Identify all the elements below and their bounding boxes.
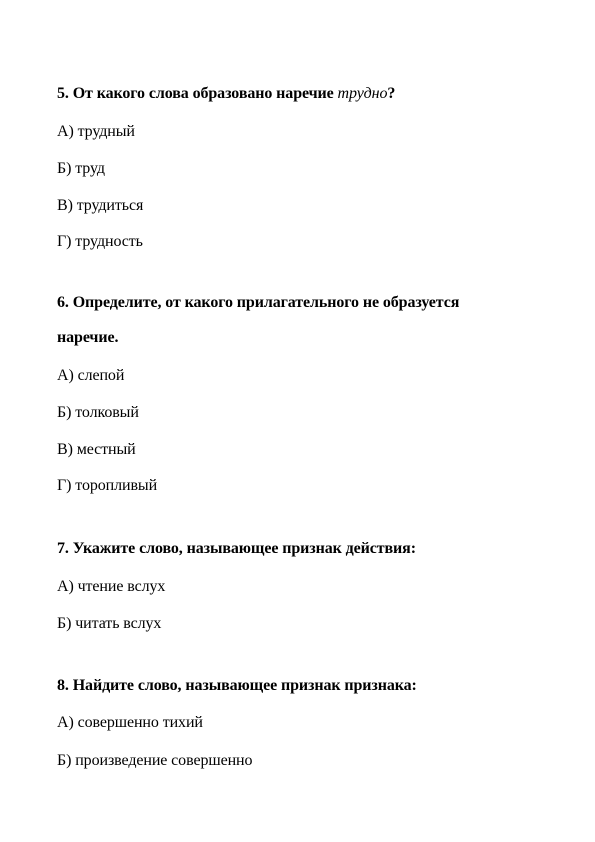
question-6-prompt-line-2: наречие. <box>57 329 119 346</box>
question-5-prompt <box>57 84 395 104</box>
question-6-option-b: Б) толковый <box>57 404 139 421</box>
question-8-prompt: 8. Найдите слово, называющее признак признака: <box>57 677 417 694</box>
question-6-prompt-line-1: 6. Определите, от какого прилагательного не образуется <box>57 294 460 311</box>
question-5-option-d: Г) трудность <box>57 233 143 250</box>
question-7-option-a: А) чтение вслух <box>57 578 166 595</box>
question-5-prompt-emphasis: трудно <box>337 85 388 102</box>
question-5-prompt-end: ? <box>387 85 396 102</box>
question-8-option-a: А) совершенно тихий <box>57 714 203 731</box>
question-6-option-a: А) слепой <box>57 367 125 384</box>
question-5-option-b: Б) труд <box>57 160 105 177</box>
question-5-option-c: В) трудиться <box>57 197 144 214</box>
question-7-prompt: 7. Укажите слово, называющее признак действия: <box>57 540 416 557</box>
question-6-option-c: В) местный <box>57 441 136 458</box>
question-5-option-a: А) трудный <box>57 123 135 140</box>
question-8-option-b: Б) произведение совершенно <box>57 752 253 769</box>
question-7-option-b: Б) читать вслух <box>57 615 162 632</box>
question-6-option-d: Г) торопливый <box>57 477 158 494</box>
question-5-prompt-text: 5. От какого слова образовано наречие <box>57 85 338 102</box>
